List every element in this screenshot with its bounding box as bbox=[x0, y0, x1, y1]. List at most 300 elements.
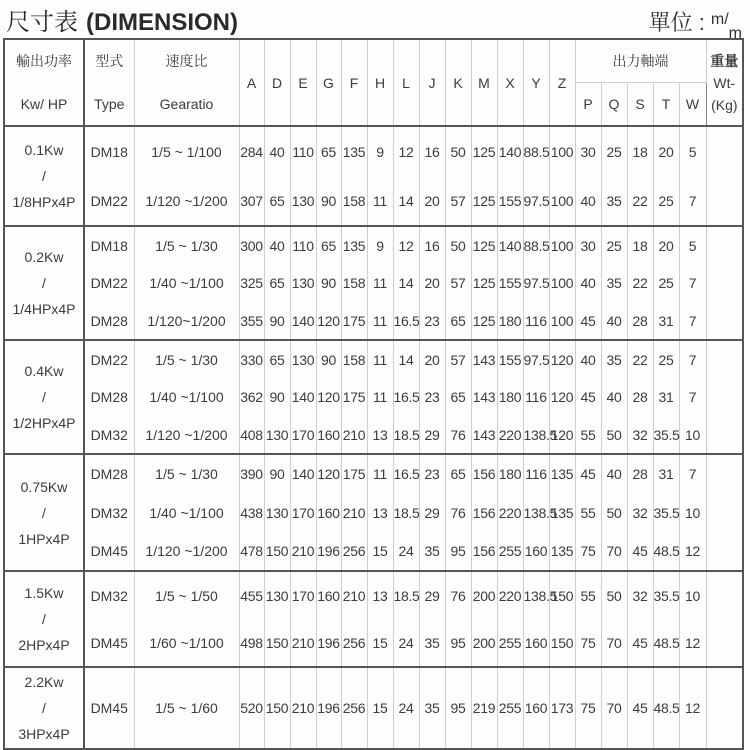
value-cell: 35.5 bbox=[653, 416, 679, 454]
type-cell: DM45 bbox=[84, 532, 134, 571]
value-cell: 35 bbox=[419, 619, 445, 667]
value-cell: 29 bbox=[419, 416, 445, 454]
value-cell: 520 bbox=[239, 667, 264, 749]
value-cell: 120 bbox=[316, 302, 341, 340]
header-dim-z: Z bbox=[549, 39, 575, 126]
table-row bbox=[4, 416, 743, 454]
value-cell: 18.5 bbox=[393, 416, 419, 454]
header-power-en: Kw/ HP bbox=[4, 83, 84, 127]
value-cell: 155 bbox=[497, 264, 523, 302]
header-dim-j: J bbox=[419, 39, 445, 126]
power-hp: 1/8HPx4P bbox=[12, 194, 76, 210]
value-cell: 143 bbox=[471, 340, 497, 378]
value-cell: 130 bbox=[290, 176, 316, 226]
value-cell: 32 bbox=[627, 493, 653, 532]
value-cell: 140 bbox=[290, 302, 316, 340]
value-cell: 55 bbox=[575, 571, 601, 619]
power-sep: / bbox=[42, 168, 46, 184]
value-cell: 65 bbox=[264, 264, 290, 302]
value-cell: 13 bbox=[367, 493, 393, 532]
value-cell: 50 bbox=[601, 416, 627, 454]
value-cell: 7 bbox=[679, 302, 706, 340]
value-cell: 65 bbox=[445, 378, 471, 416]
weight-cell bbox=[706, 176, 743, 226]
value-cell: 158 bbox=[341, 340, 367, 378]
value-cell: 24 bbox=[393, 619, 419, 667]
value-cell: 160 bbox=[316, 493, 341, 532]
value-cell: 50 bbox=[601, 493, 627, 532]
value-cell: 160 bbox=[316, 416, 341, 454]
value-cell: 16.5 bbox=[393, 454, 419, 493]
value-cell: 255 bbox=[497, 619, 523, 667]
header-weight-en1: Wt- bbox=[713, 74, 736, 91]
value-cell: 22 bbox=[627, 340, 653, 378]
value-cell: 75 bbox=[575, 619, 601, 667]
type-cell: DM22 bbox=[84, 340, 134, 378]
value-cell: 200 bbox=[471, 619, 497, 667]
table-row bbox=[4, 264, 743, 302]
value-cell: 219 bbox=[471, 667, 497, 749]
value-cell: 138.5 bbox=[523, 416, 549, 454]
value-cell: 24 bbox=[393, 532, 419, 571]
value-cell: 90 bbox=[316, 264, 341, 302]
value-cell: 196 bbox=[316, 532, 341, 571]
value-cell: 175 bbox=[341, 378, 367, 416]
power-sep: / bbox=[42, 275, 46, 291]
value-cell: 175 bbox=[341, 302, 367, 340]
value-cell: 498 bbox=[239, 619, 264, 667]
type-cell: DM32 bbox=[84, 571, 134, 619]
value-cell: 130 bbox=[264, 571, 290, 619]
value-cell: 150 bbox=[264, 667, 290, 749]
value-cell: 170 bbox=[290, 416, 316, 454]
value-cell: 13 bbox=[367, 571, 393, 619]
value-cell: 18.5 bbox=[393, 493, 419, 532]
value-cell: 18 bbox=[627, 126, 653, 176]
value-cell: 307 bbox=[239, 176, 264, 226]
header-ratio-en: Gearatio bbox=[134, 83, 239, 127]
power-hp: 1/4HPx4P bbox=[12, 301, 76, 317]
value-cell: 7 bbox=[679, 340, 706, 378]
unit-denominator: m bbox=[728, 25, 742, 43]
unit-fraction: m/m bbox=[710, 11, 742, 43]
weight-cell bbox=[706, 416, 743, 454]
value-cell: 40 bbox=[264, 126, 290, 176]
value-cell: 70 bbox=[601, 532, 627, 571]
value-cell: 10 bbox=[679, 493, 706, 532]
value-cell: 130 bbox=[264, 416, 290, 454]
value-cell: 11 bbox=[367, 176, 393, 226]
header-shaft-p: P bbox=[575, 83, 601, 127]
value-cell: 100 bbox=[549, 126, 575, 176]
table-row bbox=[4, 667, 743, 749]
type-cell: DM32 bbox=[84, 493, 134, 532]
type-cell: DM28 bbox=[84, 302, 134, 340]
value-cell: 196 bbox=[316, 619, 341, 667]
type-cell: DM18 bbox=[84, 126, 134, 176]
value-cell: 156 bbox=[471, 454, 497, 493]
power-cell bbox=[4, 126, 84, 226]
value-cell: 35 bbox=[601, 264, 627, 302]
value-cell: 11 bbox=[367, 454, 393, 493]
value-cell: 7 bbox=[679, 176, 706, 226]
value-cell: 140 bbox=[290, 378, 316, 416]
value-cell: 210 bbox=[341, 571, 367, 619]
value-cell: 23 bbox=[419, 378, 445, 416]
value-cell: 11 bbox=[367, 264, 393, 302]
ratio-cell: 1/120 ~1/200 bbox=[134, 532, 239, 571]
header-ratio-zh: 速度比 bbox=[134, 39, 239, 83]
value-cell: 200 bbox=[471, 571, 497, 619]
value-cell: 138.5 bbox=[523, 571, 549, 619]
value-cell: 40 bbox=[575, 176, 601, 226]
ratio-cell: 1/120 ~1/200 bbox=[134, 176, 239, 226]
value-cell: 28 bbox=[627, 454, 653, 493]
value-cell: 15 bbox=[367, 532, 393, 571]
table-row bbox=[4, 454, 743, 493]
power-kw: 2.2Kw bbox=[24, 674, 64, 690]
value-cell: 5 bbox=[679, 226, 706, 264]
weight-cell bbox=[706, 571, 743, 619]
value-cell: 20 bbox=[419, 264, 445, 302]
header-weight-zh: 重量 bbox=[710, 52, 739, 69]
table-row bbox=[4, 226, 743, 264]
value-cell: 125 bbox=[471, 302, 497, 340]
value-cell: 175 bbox=[341, 454, 367, 493]
power-cell bbox=[4, 454, 84, 571]
ratio-cell: 1/5 ~ 1/30 bbox=[134, 226, 239, 264]
value-cell: 256 bbox=[341, 667, 367, 749]
value-cell: 155 bbox=[497, 340, 523, 378]
value-cell: 116 bbox=[523, 302, 549, 340]
value-cell: 255 bbox=[497, 667, 523, 749]
power-hp: 1HPx4P bbox=[18, 530, 70, 547]
value-cell: 25 bbox=[601, 226, 627, 264]
weight-cell bbox=[706, 340, 743, 378]
weight-cell bbox=[706, 454, 743, 493]
header-dim-k: K bbox=[445, 39, 471, 126]
value-cell: 65 bbox=[316, 226, 341, 264]
header-dim-l: L bbox=[393, 39, 419, 126]
ratio-cell: 1/120 ~1/200 bbox=[134, 416, 239, 454]
value-cell: 120 bbox=[316, 454, 341, 493]
value-cell: 220 bbox=[497, 416, 523, 454]
value-cell: 150 bbox=[264, 619, 290, 667]
value-cell: 12 bbox=[393, 126, 419, 176]
ratio-cell: 1/120~1/200 bbox=[134, 302, 239, 340]
type-cell: DM22 bbox=[84, 264, 134, 302]
value-cell: 478 bbox=[239, 532, 264, 571]
ratio-cell: 1/5 ~ 1/30 bbox=[134, 340, 239, 378]
value-cell: 100 bbox=[549, 226, 575, 264]
value-cell: 20 bbox=[419, 176, 445, 226]
value-cell: 284 bbox=[239, 126, 264, 176]
power-hp: 1/2HPx4P bbox=[12, 415, 76, 431]
header-dim-x: X bbox=[497, 39, 523, 126]
ratio-cell: 1/40 ~1/100 bbox=[134, 378, 239, 416]
value-cell: 210 bbox=[341, 493, 367, 532]
value-cell: 220 bbox=[497, 493, 523, 532]
value-cell: 14 bbox=[393, 264, 419, 302]
value-cell: 18 bbox=[627, 226, 653, 264]
value-cell: 97.5 bbox=[523, 176, 549, 226]
value-cell: 390 bbox=[239, 454, 264, 493]
weight-cell bbox=[706, 302, 743, 340]
power-sep: / bbox=[42, 504, 46, 521]
value-cell: 156 bbox=[471, 532, 497, 571]
header-dim-e: E bbox=[290, 39, 316, 126]
power-cell bbox=[4, 340, 84, 454]
value-cell: 57 bbox=[445, 340, 471, 378]
value-cell: 20 bbox=[653, 226, 679, 264]
power-kw: 0.1Kw bbox=[24, 142, 64, 158]
power-sep: / bbox=[42, 700, 46, 716]
value-cell: 76 bbox=[445, 416, 471, 454]
value-cell: 210 bbox=[290, 532, 316, 571]
header-shaft-t: T bbox=[653, 83, 679, 127]
type-cell: DM18 bbox=[84, 226, 134, 264]
value-cell: 45 bbox=[575, 378, 601, 416]
value-cell: 95 bbox=[445, 532, 471, 571]
value-cell: 16 bbox=[419, 126, 445, 176]
unit-text: 單位 : bbox=[648, 10, 705, 35]
value-cell: 180 bbox=[497, 454, 523, 493]
power-cell bbox=[4, 667, 84, 749]
value-cell: 16.5 bbox=[393, 302, 419, 340]
weight-cell bbox=[706, 378, 743, 416]
value-cell: 120 bbox=[549, 416, 575, 454]
value-cell: 300 bbox=[239, 226, 264, 264]
value-cell: 45 bbox=[627, 532, 653, 571]
value-cell: 135 bbox=[549, 532, 575, 571]
header-dim-f: F bbox=[341, 39, 367, 126]
value-cell: 12 bbox=[679, 532, 706, 571]
value-cell: 18.5 bbox=[393, 571, 419, 619]
value-cell: 11 bbox=[367, 378, 393, 416]
ratio-cell: 1/5 ~ 1/100 bbox=[134, 126, 239, 176]
header-power-zh: 輸出功率 bbox=[4, 39, 84, 83]
ratio-cell: 1/5 ~ 1/60 bbox=[134, 667, 239, 749]
ratio-cell: 1/40 ~1/100 bbox=[134, 493, 239, 532]
value-cell: 40 bbox=[601, 302, 627, 340]
power-kw: 0.2Kw bbox=[24, 249, 64, 265]
value-cell: 22 bbox=[627, 176, 653, 226]
value-cell: 90 bbox=[316, 176, 341, 226]
weight-cell bbox=[706, 126, 743, 176]
value-cell: 158 bbox=[341, 176, 367, 226]
value-cell: 55 bbox=[575, 416, 601, 454]
value-cell: 57 bbox=[445, 264, 471, 302]
value-cell: 120 bbox=[316, 378, 341, 416]
value-cell: 150 bbox=[549, 619, 575, 667]
value-cell: 160 bbox=[523, 619, 549, 667]
value-cell: 15 bbox=[367, 667, 393, 749]
power-cell bbox=[4, 226, 84, 340]
value-cell: 116 bbox=[523, 378, 549, 416]
value-cell: 31 bbox=[653, 454, 679, 493]
value-cell: 48.5 bbox=[653, 532, 679, 571]
value-cell: 35.5 bbox=[653, 493, 679, 532]
value-cell: 116 bbox=[523, 454, 549, 493]
value-cell: 9 bbox=[367, 226, 393, 264]
header-weight-en2: (Kg) bbox=[711, 96, 738, 113]
value-cell: 130 bbox=[290, 340, 316, 378]
value-cell: 125 bbox=[471, 126, 497, 176]
value-cell: 48.5 bbox=[653, 667, 679, 749]
weight-cell bbox=[706, 226, 743, 264]
type-cell: DM28 bbox=[84, 454, 134, 493]
title-en: (DIMENSION) bbox=[86, 9, 238, 36]
value-cell: 143 bbox=[471, 416, 497, 454]
header-dim-y: Y bbox=[523, 39, 549, 126]
value-cell: 88.5 bbox=[523, 126, 549, 176]
value-cell: 32 bbox=[627, 416, 653, 454]
header-dim-h: H bbox=[367, 39, 393, 126]
value-cell: 30 bbox=[575, 226, 601, 264]
table-body bbox=[4, 126, 743, 749]
value-cell: 97.5 bbox=[523, 264, 549, 302]
value-cell: 362 bbox=[239, 378, 264, 416]
value-cell: 35.5 bbox=[653, 571, 679, 619]
value-cell: 45 bbox=[575, 454, 601, 493]
value-cell: 150 bbox=[264, 532, 290, 571]
header-shaft-s: S bbox=[627, 83, 653, 127]
header-dim-g: G bbox=[316, 39, 341, 126]
value-cell: 155 bbox=[497, 176, 523, 226]
value-cell: 156 bbox=[471, 493, 497, 532]
power-kw: 0.75Kw bbox=[20, 478, 68, 495]
value-cell: 135 bbox=[549, 454, 575, 493]
value-cell: 23 bbox=[419, 302, 445, 340]
value-cell: 15 bbox=[367, 619, 393, 667]
value-cell: 140 bbox=[290, 454, 316, 493]
value-cell: 355 bbox=[239, 302, 264, 340]
value-cell: 23 bbox=[419, 454, 445, 493]
value-cell: 138.5 bbox=[523, 493, 549, 532]
value-cell: 13 bbox=[367, 416, 393, 454]
value-cell: 14 bbox=[393, 176, 419, 226]
header-type-en: Type bbox=[84, 83, 134, 127]
value-cell: 76 bbox=[445, 493, 471, 532]
value-cell: 110 bbox=[290, 226, 316, 264]
weight-cell bbox=[706, 619, 743, 667]
value-cell: 35 bbox=[419, 667, 445, 749]
value-cell: 12 bbox=[393, 226, 419, 264]
value-cell: 50 bbox=[445, 126, 471, 176]
value-cell: 88.5 bbox=[523, 226, 549, 264]
header-shaft-w: W bbox=[679, 83, 706, 127]
value-cell: 90 bbox=[264, 454, 290, 493]
value-cell: 455 bbox=[239, 571, 264, 619]
dimension-table bbox=[3, 38, 744, 750]
value-cell: 29 bbox=[419, 493, 445, 532]
weight-cell bbox=[706, 264, 743, 302]
value-cell: 45 bbox=[575, 302, 601, 340]
value-cell: 125 bbox=[471, 176, 497, 226]
power-kw: 1.5Kw bbox=[24, 585, 64, 601]
value-cell: 90 bbox=[264, 378, 290, 416]
value-cell: 143 bbox=[471, 378, 497, 416]
value-cell: 14 bbox=[393, 340, 419, 378]
value-cell: 20 bbox=[653, 126, 679, 176]
value-cell: 45 bbox=[627, 619, 653, 667]
value-cell: 35 bbox=[419, 532, 445, 571]
value-cell: 170 bbox=[290, 571, 316, 619]
value-cell: 210 bbox=[341, 416, 367, 454]
value-cell: 160 bbox=[316, 571, 341, 619]
header-shaft-q: Q bbox=[601, 83, 627, 127]
table-row bbox=[4, 176, 743, 226]
value-cell: 135 bbox=[549, 493, 575, 532]
value-cell: 97.5 bbox=[523, 340, 549, 378]
value-cell: 11 bbox=[367, 302, 393, 340]
value-cell: 325 bbox=[239, 264, 264, 302]
value-cell: 55 bbox=[575, 493, 601, 532]
value-cell: 30 bbox=[575, 126, 601, 176]
value-cell: 12 bbox=[679, 667, 706, 749]
value-cell: 9 bbox=[367, 126, 393, 176]
table-row bbox=[4, 340, 743, 378]
value-cell: 65 bbox=[264, 176, 290, 226]
value-cell: 7 bbox=[679, 378, 706, 416]
value-cell: 25 bbox=[653, 176, 679, 226]
page-title bbox=[6, 2, 238, 37]
value-cell: 70 bbox=[601, 667, 627, 749]
value-cell: 40 bbox=[601, 378, 627, 416]
ratio-cell: 1/40 ~1/100 bbox=[134, 264, 239, 302]
value-cell: 70 bbox=[601, 619, 627, 667]
value-cell: 90 bbox=[264, 302, 290, 340]
power-kw: 0.4Kw bbox=[24, 363, 64, 379]
value-cell: 12 bbox=[679, 619, 706, 667]
weight-cell bbox=[706, 667, 743, 749]
value-cell: 220 bbox=[497, 571, 523, 619]
value-cell: 125 bbox=[471, 226, 497, 264]
value-cell: 180 bbox=[497, 378, 523, 416]
value-cell: 35 bbox=[601, 176, 627, 226]
value-cell: 90 bbox=[316, 340, 341, 378]
value-cell: 65 bbox=[264, 340, 290, 378]
value-cell: 158 bbox=[341, 264, 367, 302]
value-cell: 29 bbox=[419, 571, 445, 619]
value-cell: 25 bbox=[653, 340, 679, 378]
value-cell: 75 bbox=[575, 667, 601, 749]
value-cell: 130 bbox=[264, 493, 290, 532]
value-cell: 140 bbox=[497, 126, 523, 176]
value-cell: 140 bbox=[497, 226, 523, 264]
header-weight bbox=[706, 39, 743, 126]
value-cell: 95 bbox=[445, 667, 471, 749]
value-cell: 40 bbox=[264, 226, 290, 264]
value-cell: 100 bbox=[549, 176, 575, 226]
value-cell: 125 bbox=[471, 264, 497, 302]
value-cell: 50 bbox=[601, 571, 627, 619]
power-sep: / bbox=[42, 611, 46, 627]
weight-cell bbox=[706, 493, 743, 532]
value-cell: 25 bbox=[601, 126, 627, 176]
value-cell: 50 bbox=[445, 226, 471, 264]
value-cell: 256 bbox=[341, 619, 367, 667]
value-cell: 170 bbox=[290, 493, 316, 532]
value-cell: 173 bbox=[549, 667, 575, 749]
table-row bbox=[4, 378, 743, 416]
type-cell: DM22 bbox=[84, 176, 134, 226]
value-cell: 135 bbox=[341, 226, 367, 264]
value-cell: 180 bbox=[497, 302, 523, 340]
value-cell: 7 bbox=[679, 454, 706, 493]
value-cell: 210 bbox=[290, 619, 316, 667]
power-hp: 3HPx4P bbox=[18, 726, 70, 742]
